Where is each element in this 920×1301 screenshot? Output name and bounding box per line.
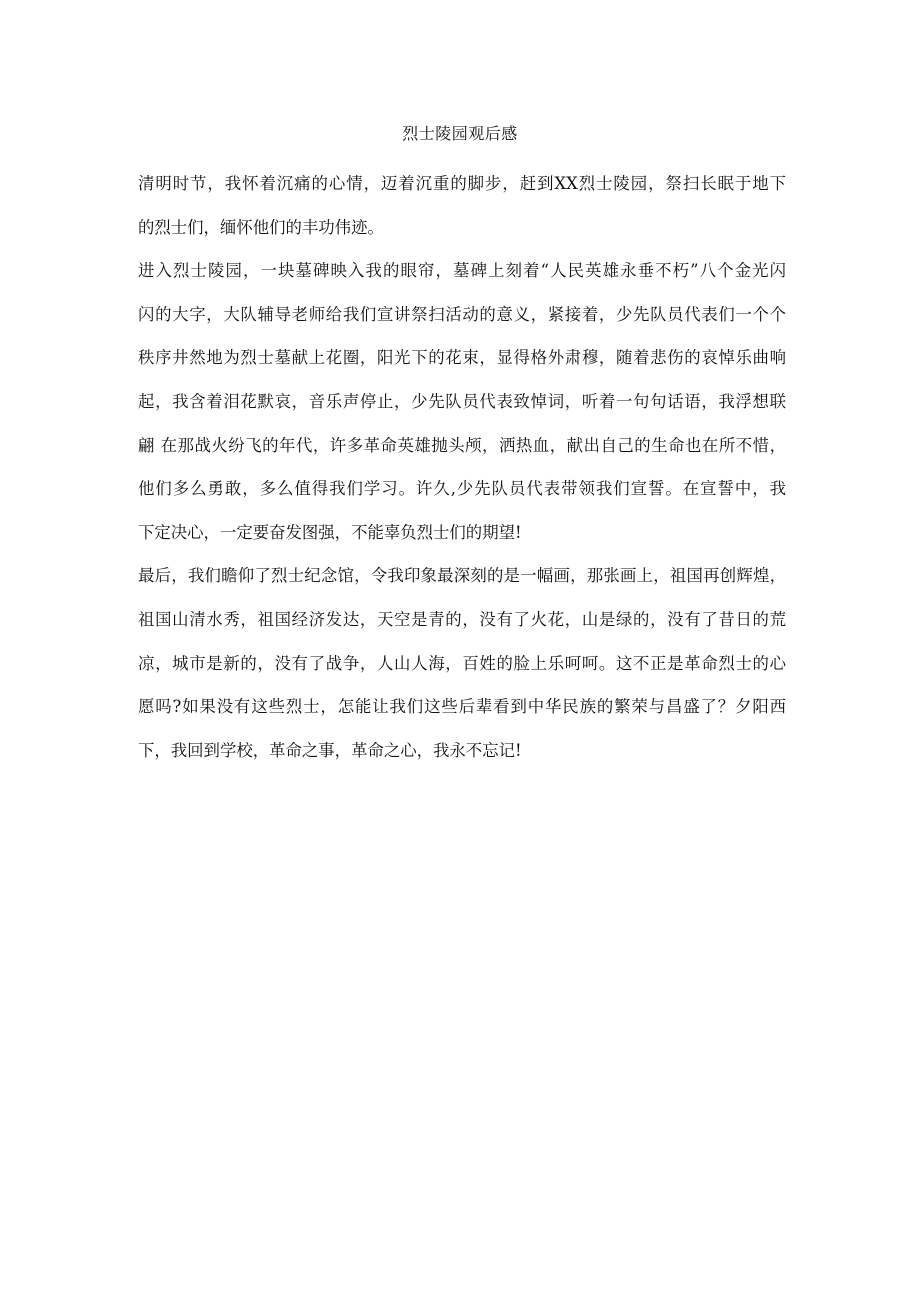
paragraph-line: 起，我含着泪花默哀，音乐声停止，少先队员代表致悼词，听着一句句话语，我浮想联 — [138, 391, 786, 411]
paragraph-line: 翩 在那战火纷飞的年代，许多革命英雄抛头颅，洒热血，献出自己的生命也在所不惜， — [138, 435, 786, 455]
paragraph-2 — [138, 259, 786, 564]
paragraph-line: 最后，我们瞻仰了烈士纪念馆，令我印象最深刻的是一幅画，那张画上，祖国再创辉煌， — [138, 566, 786, 586]
paragraph-3 — [138, 564, 786, 782]
paragraph-line: 的烈士们，缅怀他们的丰功伟迹。 — [138, 217, 384, 237]
paragraph-line: 闪的大字，大队辅导老师给我们宣讲祭扫活动的意义，紧接着，少先队员代表们一个个 — [138, 304, 786, 324]
paragraph-line: 祖国山清水秀，祖国经济发达，天空是青的，没有了火花，山是绿的，没有了昔日的荒 — [138, 609, 786, 629]
paragraph-line: 他们多么勇敢，多么值得我们学习。许久,少先队员代表带领我们宣誓。在宣誓中，我 — [138, 479, 786, 499]
document-body — [138, 172, 786, 782]
paragraph-line: 进入烈士陵园，一块墓碑映入我的眼帘，墓碑上刻着“人民英雄永垂不朽”八个金光闪 — [138, 261, 786, 281]
paragraph-1 — [138, 172, 786, 259]
paragraph-line: 秩序井然地为烈士墓献上花圈，阳光下的花束，显得格外肃穆，随着悲伤的哀悼乐曲响 — [138, 348, 786, 368]
paragraph-line: 清明时节，我怀着沉痛的心情，迈着沉重的脚步，赶到XX烈士陵园，祭扫长眠于地下 — [138, 174, 786, 193]
paragraph-line: 下，我回到学校，革命之事，革命之心，我永不忘记! — [138, 740, 522, 760]
document-title: 烈士陵园观后感 — [402, 124, 518, 143]
paragraph-line: 愿吗?如果没有这些烈士，怎能让我们这些后辈看到中华民族的繁荣与昌盛了？夕阳西 — [138, 697, 786, 717]
paragraph-line: 下定决心，一定要奋发图强，不能辜负烈士们的期望! — [138, 522, 522, 542]
paragraph-line: 凉，城市是新的，没有了战争，人山人海，百姓的脸上乐呵呵。这不正是革命烈士的心 — [138, 653, 786, 673]
